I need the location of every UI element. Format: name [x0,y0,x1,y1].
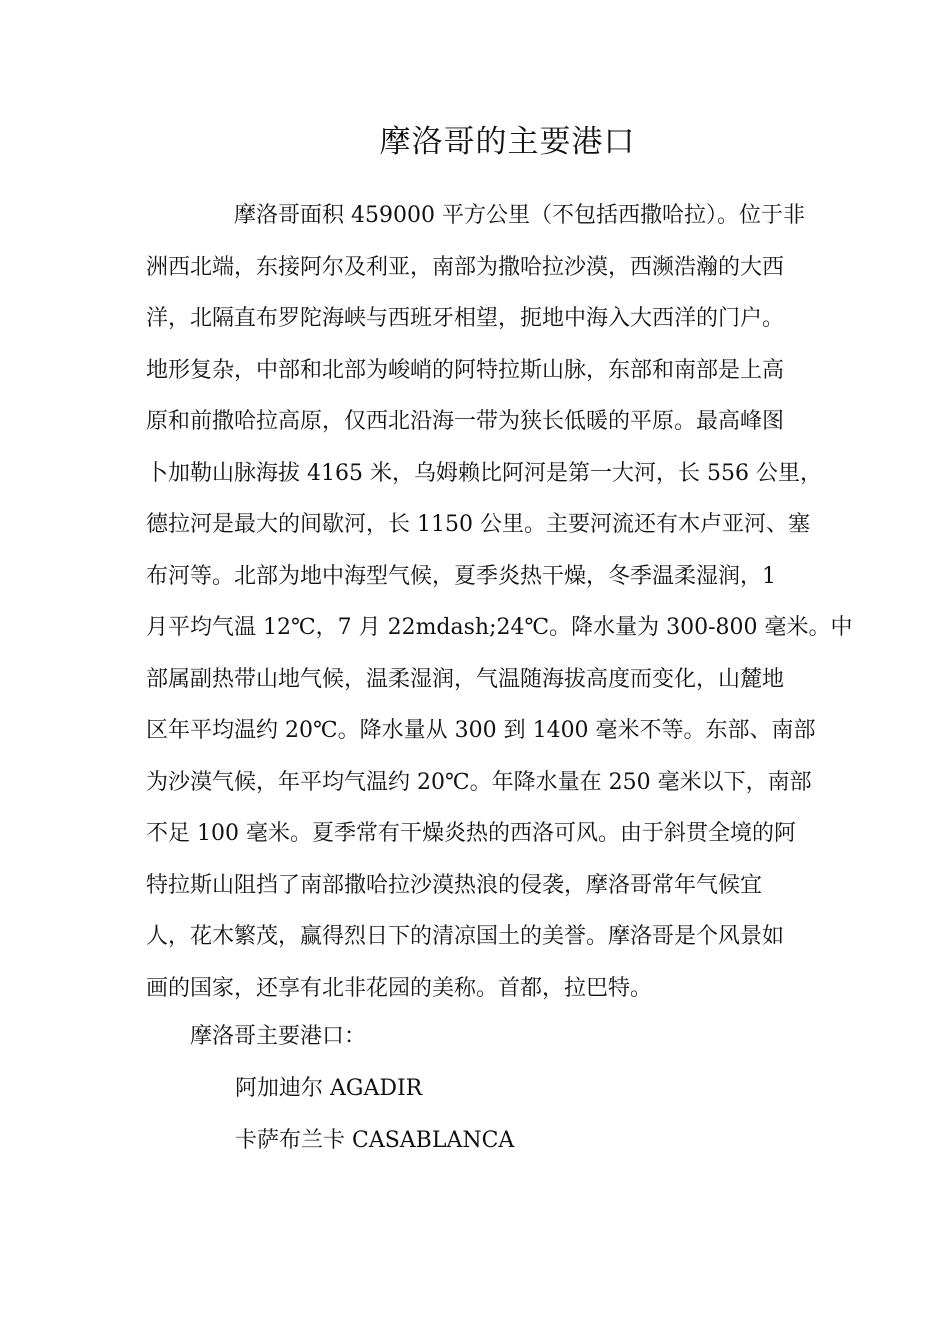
paragraph-line: 洲西北端，东接阿尔及利亚，南部为撒哈拉沙漠，西濒浩瀚的大西 [146,254,785,280]
paragraph-line: 布河等。北部为地中海型气候，夏季炎热干燥，冬季温柔湿润，1 [146,563,776,589]
paragraph-line: 摩洛哥面积 459000 平方公里（不包括西撒哈拉）。位于非 [234,203,805,228]
paragraph-line: 部属副热带山地气候，温柔湿润，气温随海拔高度而变化，山麓地 [146,666,785,692]
paragraph-line: 卜加勒山脉海拔 4165 米，乌姆赖比阿河是第一大河，长 556 公里， [146,460,822,486]
paragraph-line: 区年平均温约 20℃。降水量从 300 到 1400 毫米不等。东部、南部 [146,718,816,743]
paragraph-line: 原和前撒哈拉高原，仅西北沿海一带为狭长低暖的平原。最高峰图 [146,409,785,434]
paragraph-line: 画的国家，还享有北非花园的美称。首都，拉巴特。 [146,975,653,1001]
paragraph-line: 特拉斯山阻挡了南部撒哈拉沙漠热浪的侵袭，摩洛哥常年气候宜 [146,872,763,898]
paragraph-line: 德拉河是最大的间歇河，长 1150 公里。主要河流还有木卢亚河、塞 [146,512,810,537]
paragraph-line: 洋，北隔直布罗陀海峡与西班牙相望，扼地中海入大西洋的门户。 [146,306,785,331]
intro-paragraph [146,190,853,1014]
paragraph-line: 人，花木繁茂，赢得烈日下的清凉国土的美誉。摩洛哥是个风景如 [146,924,785,949]
paragraph-line: 不足 100 毫米。夏季常有干燥炎热的西洛可风。由于斜贯全境的阿 [146,821,796,846]
ports-heading: 摩洛哥主要港口： [190,1024,367,1049]
port-list-item: 阿加迪尔 AGADIR [235,1076,423,1101]
port-list-item: 卡萨布兰卡 CASABLANCA [235,1128,515,1153]
document-title: 摩洛哥的主要港口 [379,124,636,160]
paragraph-line: 为沙漠气候，年平均气温约 20℃。年降水量在 250 毫米以下，南部 [146,769,812,795]
paragraph-line: 月平均气温 12℃，7 月 22mdash;24℃。降水量为 300-800 毫米。中 [146,615,853,640]
paragraph-line: 地形复杂，中部和北部为峻峭的阿特拉斯山脉，东部和南部是上高 [146,357,785,383]
